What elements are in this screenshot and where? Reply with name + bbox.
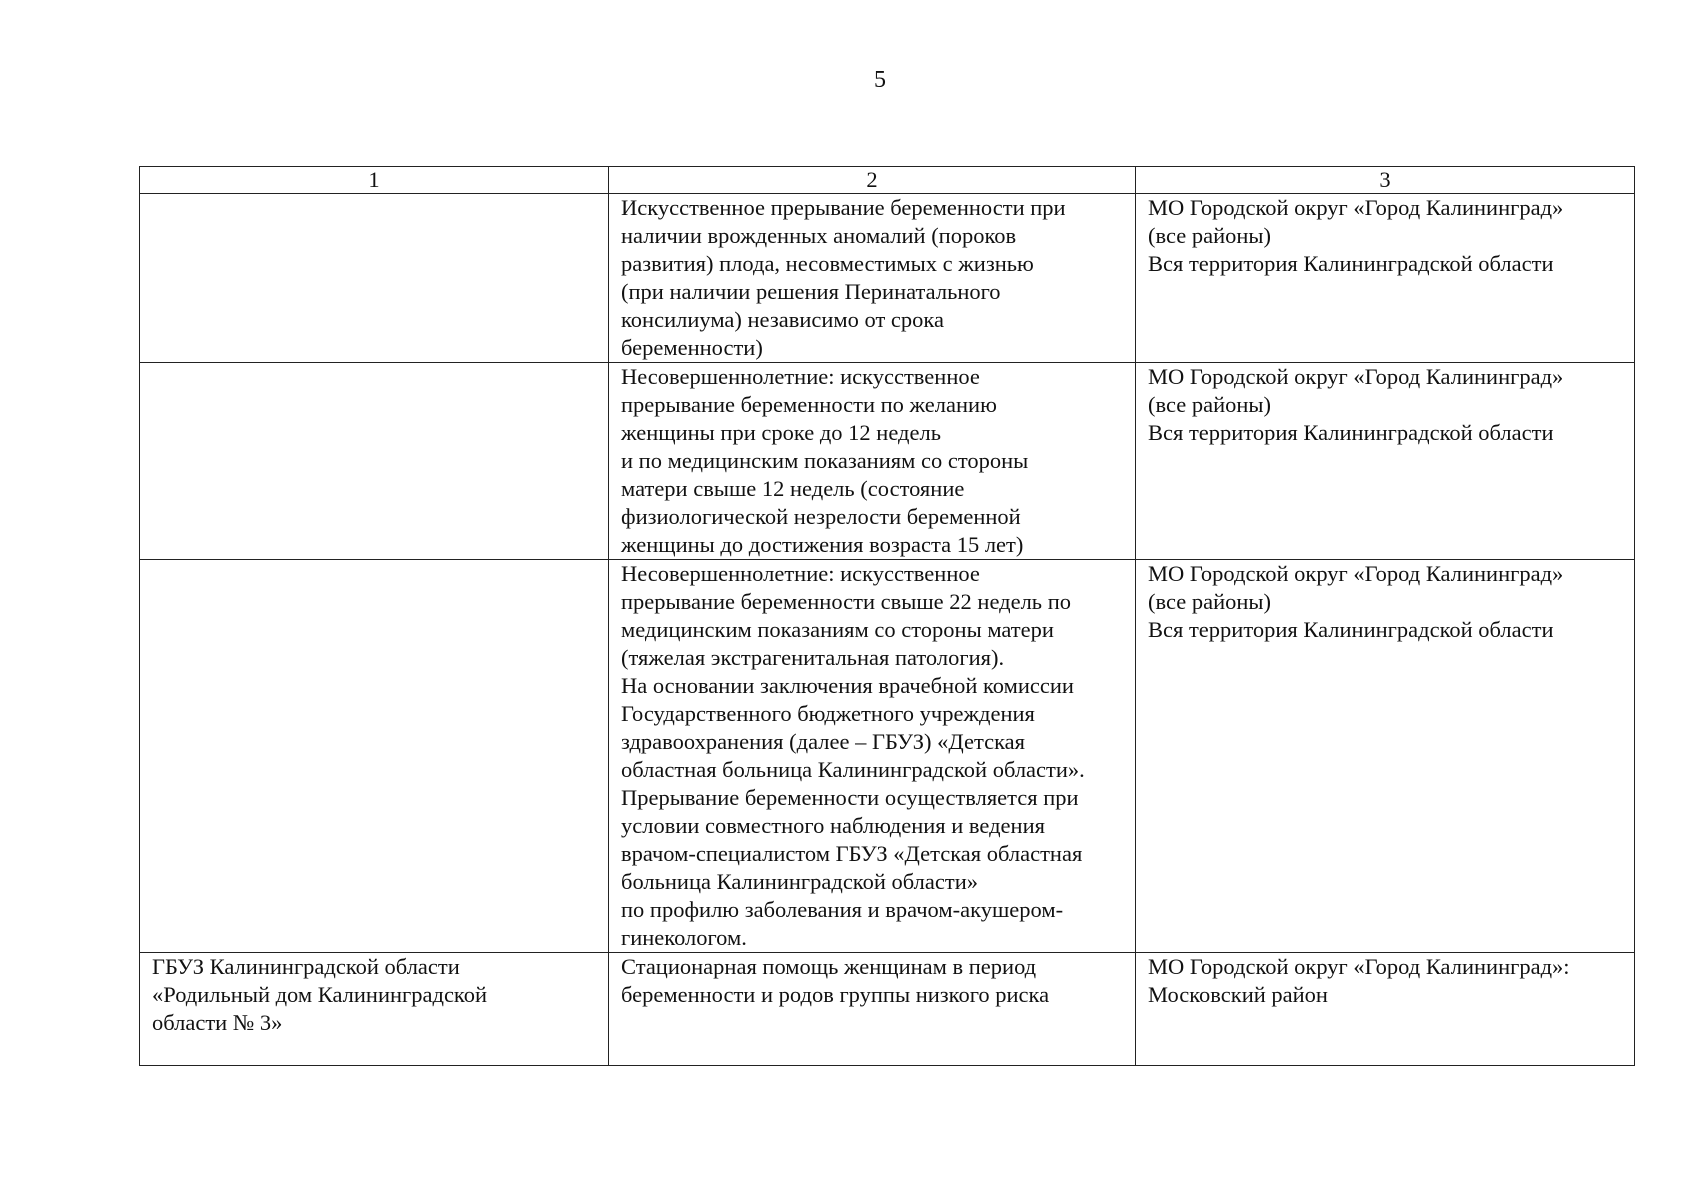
- cell-line: (тяжелая экстрагенитальная патология).: [621, 645, 1005, 670]
- cell-line: (все районы): [1148, 223, 1272, 248]
- territory-cell: [1136, 194, 1635, 363]
- cell-line: физиологической незрелости беременной: [621, 504, 1021, 529]
- cell-line: условии совместного наблюдения и ведения: [621, 813, 1045, 838]
- cell-line: женщины при сроке до 12 недель: [621, 420, 941, 445]
- cell-line: гинекологом.: [621, 925, 747, 950]
- column-number-3: 3: [1136, 167, 1635, 194]
- cell-line: по профилю заболевания и врачом-акушером-: [621, 897, 1064, 922]
- cell-line: (все районы): [1148, 392, 1272, 417]
- service-cell: [609, 560, 1136, 953]
- territory-cell: [1136, 953, 1635, 1066]
- table-row: [140, 560, 1635, 953]
- cell-line: медицинским показаниям со стороны матери: [621, 617, 1054, 642]
- cell-line: (все районы): [1148, 589, 1272, 614]
- cell-line: На основании заключения врачебной комиссии: [621, 673, 1074, 698]
- cell-line: Стационарная помощь женщинам в период: [621, 954, 1037, 979]
- cell-line: Вся территория Калининградской области: [1148, 617, 1554, 642]
- cell-line: беременности и родов группы низкого риска: [621, 982, 1050, 1007]
- column-number-2: 2: [609, 167, 1136, 194]
- cell-line: «Родильный дом Калининградской: [152, 982, 488, 1007]
- cell-line: наличии врожденных аномалий (пороков: [621, 223, 1017, 248]
- territory-cell: [1136, 363, 1635, 560]
- service-cell: [609, 194, 1136, 363]
- table-row: [140, 953, 1635, 1066]
- column-number-1: 1: [140, 167, 609, 194]
- cell-line: развития) плода, несовместимых с жизнью: [621, 251, 1034, 276]
- table-header-row: [140, 167, 1635, 194]
- cell-line: Московский район: [1148, 982, 1328, 1007]
- cell-line: МО Городской округ «Город Калининград»: [1148, 195, 1564, 220]
- cell-line: и по медицинским показаниям со стороны: [621, 448, 1029, 473]
- institution-cell: [140, 194, 609, 363]
- table-row: [140, 363, 1635, 560]
- cell-line: Искусственное прерывание беременности при: [621, 195, 1066, 220]
- cell-line: (при наличии решения Перинатального: [621, 279, 1001, 304]
- cell-line: прерывание беременности свыше 22 недель по: [621, 589, 1071, 614]
- cell-line: МО Городской округ «Город Калининград»: [1148, 364, 1564, 389]
- institution-cell: [140, 560, 609, 953]
- cell-line: матери свыше 12 недель (состояние: [621, 476, 965, 501]
- territory-cell: [1136, 560, 1635, 953]
- cell-line: врачом-специалистом ГБУЗ «Детская областная: [621, 841, 1083, 866]
- cell-line: Прерывание беременности осуществляется при: [621, 785, 1079, 810]
- cell-line: МО Городской округ «Город Калининград»: [1148, 561, 1564, 586]
- cell-line: Несовершеннолетние: искусственное: [621, 364, 980, 389]
- document-table: [139, 166, 1635, 1066]
- cell-line: ГБУЗ Калининградской области: [152, 954, 460, 979]
- cell-line: женщины до достижения возраста 15 лет): [621, 532, 1024, 557]
- cell-line: областная больница Калининградской области».: [621, 757, 1085, 782]
- cell-line: Вся территория Калининградской области: [1148, 420, 1554, 445]
- cell-line: Вся территория Калининградской области: [1148, 251, 1554, 276]
- cell-line: Несовершеннолетние: искусственное: [621, 561, 980, 586]
- cell-line: Государственного бюджетного учреждения: [621, 701, 1035, 726]
- cell-line: беременности): [621, 335, 763, 360]
- cell-line: области № 3»: [152, 1010, 283, 1035]
- cell-line: здравоохранения (далее – ГБУЗ) «Детская: [621, 729, 1026, 754]
- cell-line: консилиума) независимо от срока: [621, 307, 944, 332]
- institution-cell: [140, 363, 609, 560]
- institution-cell: [140, 953, 609, 1066]
- service-cell: [609, 363, 1136, 560]
- cell-line: больница Калининградской области»: [621, 869, 978, 894]
- cell-line: МО Городской округ «Город Калининград»:: [1148, 954, 1570, 979]
- table-row: [140, 194, 1635, 363]
- cell-line: прерывание беременности по желанию: [621, 392, 997, 417]
- page-number: 5: [874, 67, 886, 93]
- service-cell: [609, 953, 1136, 1066]
